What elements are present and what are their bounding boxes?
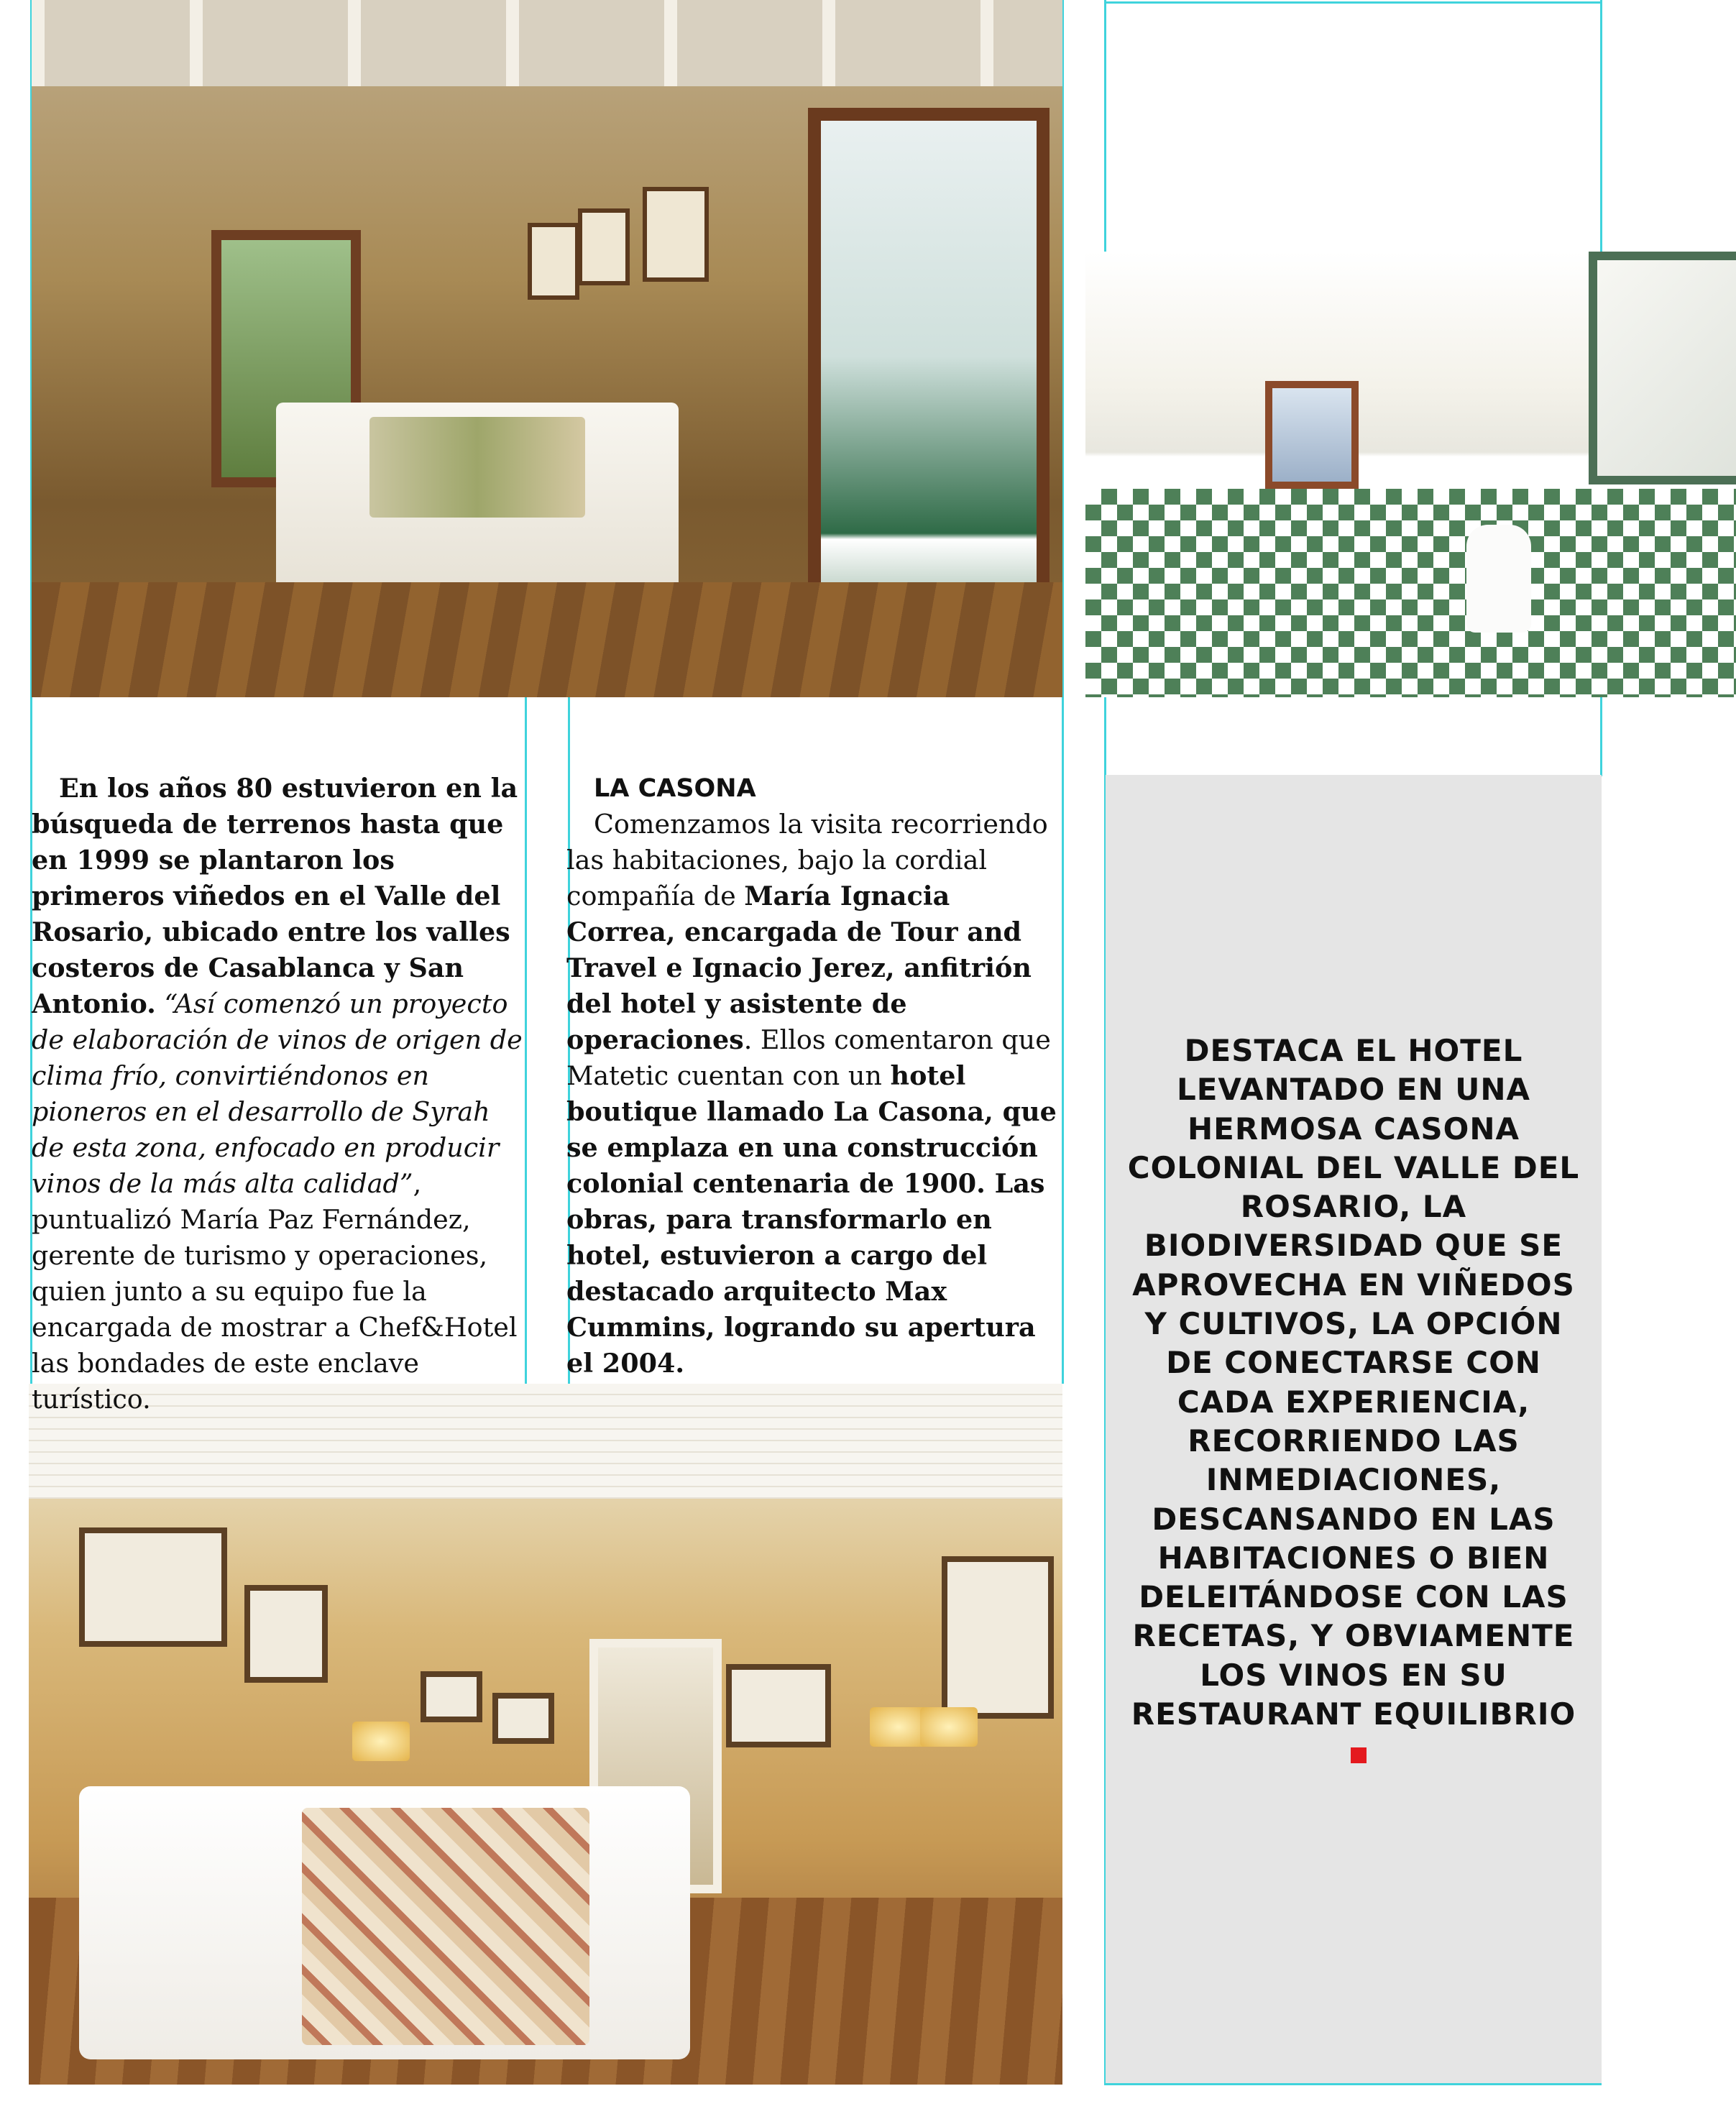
middle-column-text: [566, 771, 1062, 1382]
pull-quote: [1121, 1031, 1586, 1773]
guide-line: [1104, 1, 1602, 4]
middle-body-text-2: . Ellos comentaron que Matetic cuentan con un: [566, 1024, 1051, 1091]
bathroom-photo: [1085, 252, 1736, 697]
left-body-text: , puntualizó María Paz Fernández, gerente de turismo y operaciones, quien junto a su equipo fue la encargada de mostrar a Chef&Hotel las bondades de este enclave turístico.: [32, 1168, 518, 1415]
suite-bedroom-photo: [29, 1384, 1062, 2085]
bedroom-photo: [32, 0, 1062, 697]
middle-bold-text-2: hotel boutique llamado La Casona, que se emplaza en una construcción colonial centenaria de 1900. Las obras, para transformarlo en hotel, estuvieron a cargo del destacado arquitecto Max Cummins, logrando su apertura el 2004.: [566, 1060, 1057, 1379]
end-mark-icon: [1351, 1747, 1367, 1763]
left-bold-text: En los años 80 estuvieron en la búsqueda de terrenos hasta que en 1999 se plantaron los primeros viñedos en el Valle del Rosario, ubicado entre los valles costeros de Casablanca y San Antonio.: [32, 773, 518, 1019]
left-italic-quote: “Así comenzó un proyecto de elaboración de vinos de origen de clima frío, convirtiéndonos en pioneros en el desarrollo de Syrah de esta zona, enfocado en producir vinos de la más alta calidad”: [32, 988, 523, 1199]
pull-quote-text: DESTACA EL HOTEL LEVANTADO EN UNA HERMOSA CASONA COLONIAL DEL VALLE DEL ROSARIO, LA BIODIVERSIDAD QUE SE APROVECHA EN VIÑEDOS Y CULTIVOS, LA OPCIÓN DE CONECTARSE CON CADA EXPERIENCIA, RECORRIENDO LAS INMEDIACIONES, DESCANSANDO EN LAS HABITACIONES O BIEN DELEITÁNDOSE CON LAS RECETAS, Y OBVIAMENTE LOS VINOS EN SU RESTAURANT EQUILIBRIO: [1127, 1033, 1580, 1732]
left-column-text: [32, 771, 528, 1418]
middle-bold-text-1: María Ignacia Correa, encargada de Tour and Travel e Ignacio Jerez, anfitrión del hotel y asistente de operaciones: [566, 881, 1032, 1055]
section-heading: LA CASONA: [594, 774, 756, 803]
middle-body-text-1: Comenzamos la visita recorriendo las habitaciones, bajo la cordial compañía de: [566, 809, 1048, 911]
guide-line: [1104, 2083, 1602, 2085]
